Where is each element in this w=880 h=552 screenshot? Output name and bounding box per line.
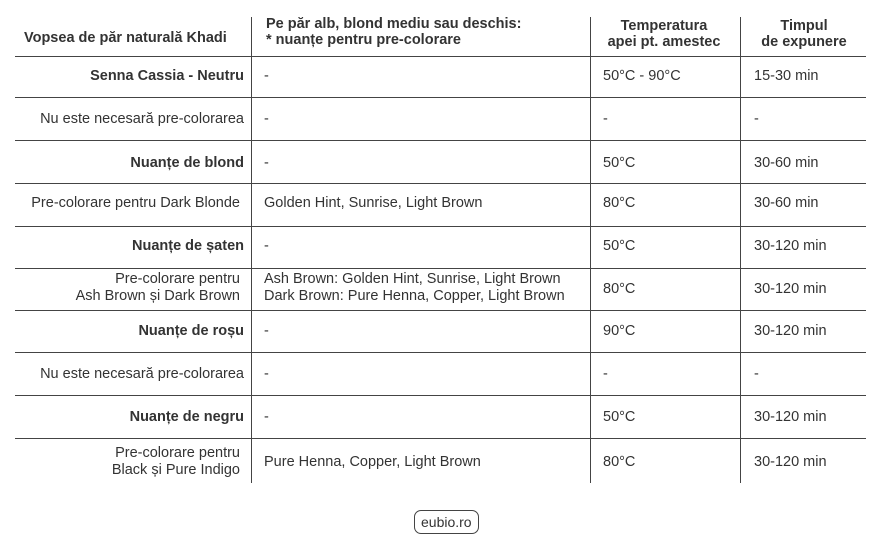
row-product-cell: Nuanțe de roșu	[138, 323, 244, 339]
row-divider	[15, 310, 866, 311]
row-precolor-cell: -	[264, 155, 269, 171]
row-product-cell: Senna Cassia - Neutru	[90, 68, 244, 84]
row-time-cell: 30-60 min	[754, 155, 819, 171]
row-time-cell: -	[754, 366, 759, 382]
row-precolor-cell: Pure Henna, Copper, Light Brown	[264, 454, 481, 470]
row-product-cell: Nu este necesară pre-colorarea	[40, 366, 244, 382]
row-precolor-cell: -	[264, 409, 269, 425]
row-product-line: Pre-colorare pentru	[115, 445, 240, 461]
row-time-cell: 30-120 min	[754, 281, 827, 297]
row-divider	[15, 226, 866, 227]
row-precolor-cell: Golden Hint, Sunrise, Light Brown	[264, 195, 483, 211]
row-temperature-cell: 50°C	[603, 409, 636, 425]
row-precolor-cell: -	[264, 68, 269, 84]
row-time-cell: -	[754, 111, 759, 127]
row-product-cell	[0, 445, 240, 479]
row-divider	[15, 97, 866, 98]
row-temperature-cell: 80°C	[603, 281, 636, 297]
row-time-cell: 30-120 min	[754, 454, 827, 470]
row-time-cell: 30-120 min	[754, 238, 827, 254]
row-temperature-cell: 80°C	[603, 195, 636, 211]
column-divider	[251, 17, 252, 483]
column-divider	[590, 17, 591, 483]
header-col-time-line1: Timpul	[780, 18, 828, 34]
row-time-cell: 30-120 min	[754, 409, 827, 425]
row-precolor-line: Ash Brown: Golden Hint, Sunrise, Light Brown	[264, 271, 561, 287]
row-product-line: Pre-colorare pentru	[115, 271, 240, 287]
table-header	[0, 0, 880, 55]
row-divider	[15, 56, 866, 57]
row-product-cell: Nuanțe de șaten	[132, 238, 244, 254]
row-temperature-cell: 50°C	[603, 238, 636, 254]
row-temperature-cell: 80°C	[603, 454, 636, 470]
header-col-temperature-line1: Temperatura	[620, 18, 708, 34]
row-divider	[15, 183, 866, 184]
row-temperature-cell: -	[603, 111, 608, 127]
row-time-cell: 30-120 min	[754, 323, 827, 339]
row-divider	[15, 140, 866, 141]
row-precolor-cell	[264, 271, 589, 305]
header-col-time	[744, 18, 864, 50]
row-temperature-cell: -	[603, 366, 608, 382]
source-badge: eubio.ro	[414, 510, 479, 534]
header-col-precolor-line1: Pe păr alb, blond mediu sau deschis:	[266, 16, 522, 32]
row-divider	[15, 395, 866, 396]
row-product-cell	[0, 271, 240, 305]
header-col-time-line2: de expunere	[761, 34, 847, 50]
header-col-precolor-line2: * nuanțe pentru pre-colorare	[266, 32, 461, 48]
row-temperature-cell: 90°C	[603, 323, 636, 339]
row-divider	[15, 268, 866, 269]
row-product-cell: Nuanțe de blond	[130, 155, 244, 171]
row-time-cell: 30-60 min	[754, 195, 819, 211]
header-col-product: Vopsea de păr naturală Khadi	[24, 30, 227, 46]
row-time-cell: 15-30 min	[754, 68, 819, 84]
row-divider	[15, 438, 866, 439]
row-precolor-line: Dark Brown: Pure Henna, Copper, Light Brown	[264, 288, 565, 304]
column-divider	[740, 17, 741, 483]
row-product-cell: Nuanțe de negru	[129, 409, 244, 425]
row-product-line: Ash Brown și Dark Brown	[75, 288, 240, 304]
row-temperature-cell: 50°C - 90°C	[603, 68, 681, 84]
row-temperature-cell: 50°C	[603, 155, 636, 171]
row-product-cell: Pre-colorare pentru Dark Blonde	[31, 195, 240, 211]
row-product-line: Black și Pure Indigo	[111, 462, 240, 478]
row-precolor-cell: -	[264, 111, 269, 127]
header-col-temperature-line2: apei pt. amestec	[607, 34, 721, 50]
row-precolor-cell: -	[264, 323, 269, 339]
header-col-temperature	[592, 18, 736, 50]
header-col-precolor	[266, 16, 521, 48]
row-product-cell: Nu este necesară pre-colorarea	[40, 111, 244, 127]
row-divider	[15, 352, 866, 353]
row-precolor-cell: -	[264, 366, 269, 382]
row-precolor-cell: -	[264, 238, 269, 254]
